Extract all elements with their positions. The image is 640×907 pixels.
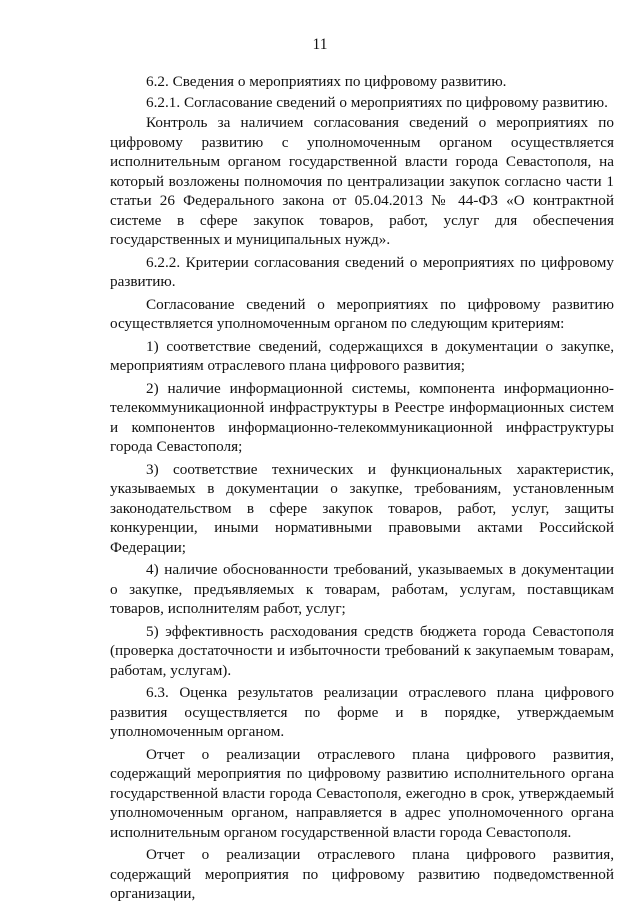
subsection-heading-6-2-2: 6.2.2. Критерии согласования сведений о мероприятиях по цифровому развитию.	[110, 253, 614, 290]
list-item-criterion-4: 4) наличие обоснованности требований, указываемых в документации о закупке, предъявляемых к товарам, работам, услугам, поставщикам товаров, исполнителям работ, услуг;	[110, 561, 614, 617]
subsection-heading-6-2-1: 6.2.1. Согласование сведений о мероприятиях по цифровому развитию.	[146, 93, 608, 111]
list-item-criterion-5: 5) эффективность расходования средств бюджета города Севастополя (проверка достаточности и избыточности требований к закупаемым товарам, работам, услугам).	[110, 622, 614, 679]
section-heading-6-2: 6.2. Сведения о мероприятиях по цифровому развитию.	[146, 73, 507, 90]
document-body	[110, 72, 614, 907]
paragraph-control: Контроль за наличием согласования сведений о мероприятиях по цифровому развитию с уполномоченным органом осуществляется исполнительным органом государственной власти города Севастополя, на который возложены полномочия по централизации закупок согласно части 1 статьи 26 Федерального закона от 05.04.2013 № 44-ФЗ «О контрактной системе в сфере закупок товаров, работ, услуг для обеспечения государственных и муниципальных нужд».	[110, 114, 614, 248]
paragraph-criteria-intro: Согласование сведений о мероприятиях по цифровому развитию осуществляется уполномоченным органом по следующим критериям:	[110, 295, 614, 332]
list-item-criterion-2: 2) наличие информационной системы, компонента информационно-телекоммуникационной инфраструктуры в Реестре информационных систем и компонентов информационно-телекоммуникационной инфраструктуры города Севастополя;	[110, 379, 614, 455]
list-item-criterion-3: 3) соответствие технических и функциональных характеристик, указываемых в документации о закупке, требованиям, установленным законодательством в сфере закупок товаров, работ, услуг, защиты конкуренции, иными нормативными правовыми актами Российской Федерации;	[110, 460, 614, 556]
paragraph-report-subordinate-org: Отчет о реализации отраслевого плана цифрового развития, содержащий мероприятия по цифровому развитию подведомственной организации,	[110, 846, 614, 902]
list-item-criterion-1: 1) соответствие сведений, содержащихся в документации о закупке, мероприятиям отраслевого плана цифрового развития;	[110, 337, 614, 374]
section-heading-6-3: 6.3. Оценка результатов реализации отраслевого плана цифрового развития осуществляется по форме и в порядке, утверждаемым уполномоченным органом.	[110, 684, 614, 740]
paragraph-report-executive-body: Отчет о реализации отраслевого плана цифрового развития, содержащий мероприятия по цифровому развитию исполнительного органа государственной власти города Севастополя, ежегодно в срок, утверждаемый уполномоченным органом, направляется в адрес уполномоченного органа исполнительным органом государственной власти города Севастополя.	[110, 745, 614, 841]
page-number: 11	[312, 36, 328, 53]
